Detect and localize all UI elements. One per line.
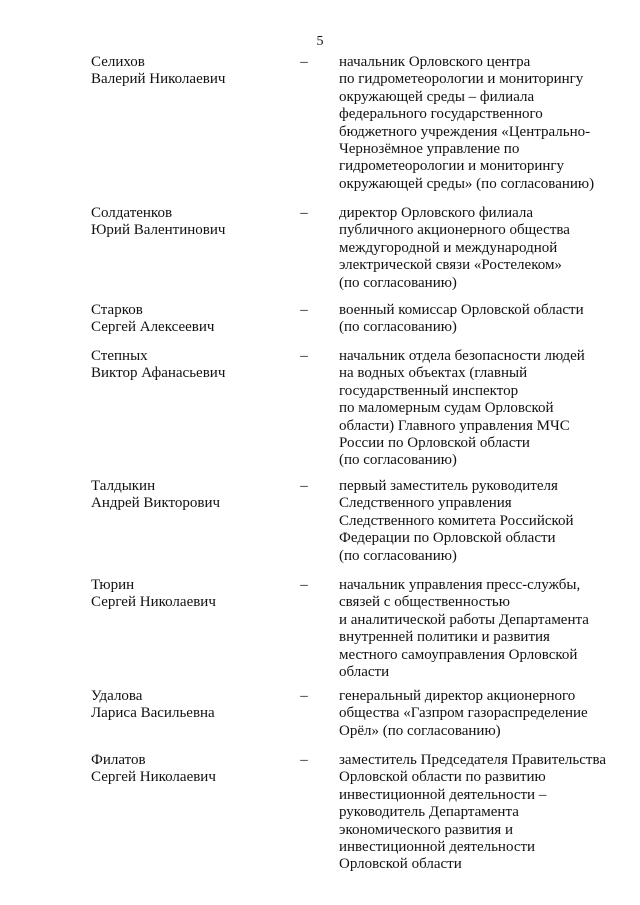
dash-separator: – [300,205,308,221]
surname: Степных [91,348,148,364]
dash-separator: – [300,577,308,593]
surname: Старков [91,302,143,318]
position-line: внутренней политики и развития [339,629,550,646]
position-line: по гидрометеорологии и мониторингу [339,71,584,88]
person-name [91,54,291,89]
position-line: начальник Орловского центра [339,54,531,70]
page-number: 5 [316,34,324,49]
given-name-patronymic: Виктор Афанасьевич [91,365,226,382]
position-line: России по Орловской области [339,435,530,452]
person-name [91,577,291,612]
given-name-patronymic: Сергей Алексеевич [91,319,215,336]
position-line: Федерации по Орловской области [339,530,556,547]
surname: Удалова [91,688,143,704]
given-name-patronymic: Валерий Николаевич [91,71,226,88]
position-line: начальник отдела безопасности людей [339,348,585,364]
person-name [91,478,291,513]
position-description [339,302,634,337]
position-line: Следственного комитета Российской [339,512,574,529]
surname: Солдатенков [91,205,173,221]
position-line: электрической связи «Ростелеком» [339,257,562,274]
position-line: по маломерным судам Орловской [339,400,554,417]
surname: Талдыкин [91,478,156,494]
dash-separator: – [300,54,308,70]
position-line: первый заместитель руководителя [339,478,558,494]
position-line: бюджетного учреждения «Центрально- [339,123,591,140]
position-description [339,478,634,565]
person-name [91,688,291,723]
surname: Селихов [91,54,145,70]
given-name-patronymic: Сергей Николаевич [91,769,216,786]
position-line: Чернозёмное управление по [339,141,520,158]
position-line: заместитель Председателя Правительства [339,752,607,768]
position-description [339,54,634,193]
position-line: общества «Газпром газораспределение [339,705,588,722]
position-line: Орловской области [339,856,462,873]
position-line: (по согласованию) [339,547,457,564]
dash-separator: – [300,752,308,768]
position-line: окружающей среды» (по согласованию) [339,175,595,192]
position-line: окружающей среды – филиала [339,88,535,105]
position-line: директор Орловского филиала [339,205,534,221]
position-line: междугородной и международной [339,239,558,256]
position-description [339,688,634,740]
given-name-patronymic: Лариса Васильевна [91,705,215,722]
position-line: (по согласованию) [339,319,457,336]
position-line: Следственного управления [339,495,512,512]
position-line: публичного акционерного общества [339,222,570,239]
given-name-patronymic: Андрей Викторович [91,495,221,512]
person-name [91,348,291,383]
position-description [339,348,634,470]
surname: Филатов [91,752,146,768]
given-name-patronymic: Сергей Николаевич [91,594,216,611]
position-description [339,752,634,874]
position-line: военный комиссар Орловской области [339,302,584,318]
position-line: (по согласованию) [339,452,457,469]
position-description [339,205,634,292]
position-line: Орёл» (по согласованию) [339,722,501,739]
position-line: связей с общественностью [339,594,510,611]
surname: Тюрин [91,577,135,593]
position-line: Орловской области по развитию [339,769,546,786]
position-line: местного самоуправления Орловской [339,646,578,663]
dash-separator: – [300,348,308,364]
person-name [91,205,291,240]
position-line: руководитель Департамента [339,804,519,821]
person-name [91,302,291,337]
dash-separator: – [300,478,308,494]
position-line: области [339,664,390,681]
position-line: генеральный директор акционерного [339,688,576,704]
position-line: (по согласованию) [339,274,457,291]
position-description [339,577,634,681]
given-name-patronymic: Юрий Валентинович [91,222,226,239]
position-line: на водных объектах (главный [339,365,528,382]
position-line: инвестиционной деятельности [339,839,536,856]
position-line: начальник управления пресс-службы, [339,577,581,593]
position-line: экономического развития и [339,821,513,838]
position-line: государственный инспектор [339,382,519,399]
dash-separator: – [300,302,308,318]
position-line: инвестиционной деятельности – [339,786,547,803]
position-line: области) Главного управления МЧС [339,417,570,434]
position-line: федерального государственного [339,106,543,123]
dash-separator: – [300,688,308,704]
person-name [91,752,291,787]
position-line: и аналитической работы Департамента [339,611,589,628]
position-line: гидрометеорологии и мониторингу [339,158,565,175]
